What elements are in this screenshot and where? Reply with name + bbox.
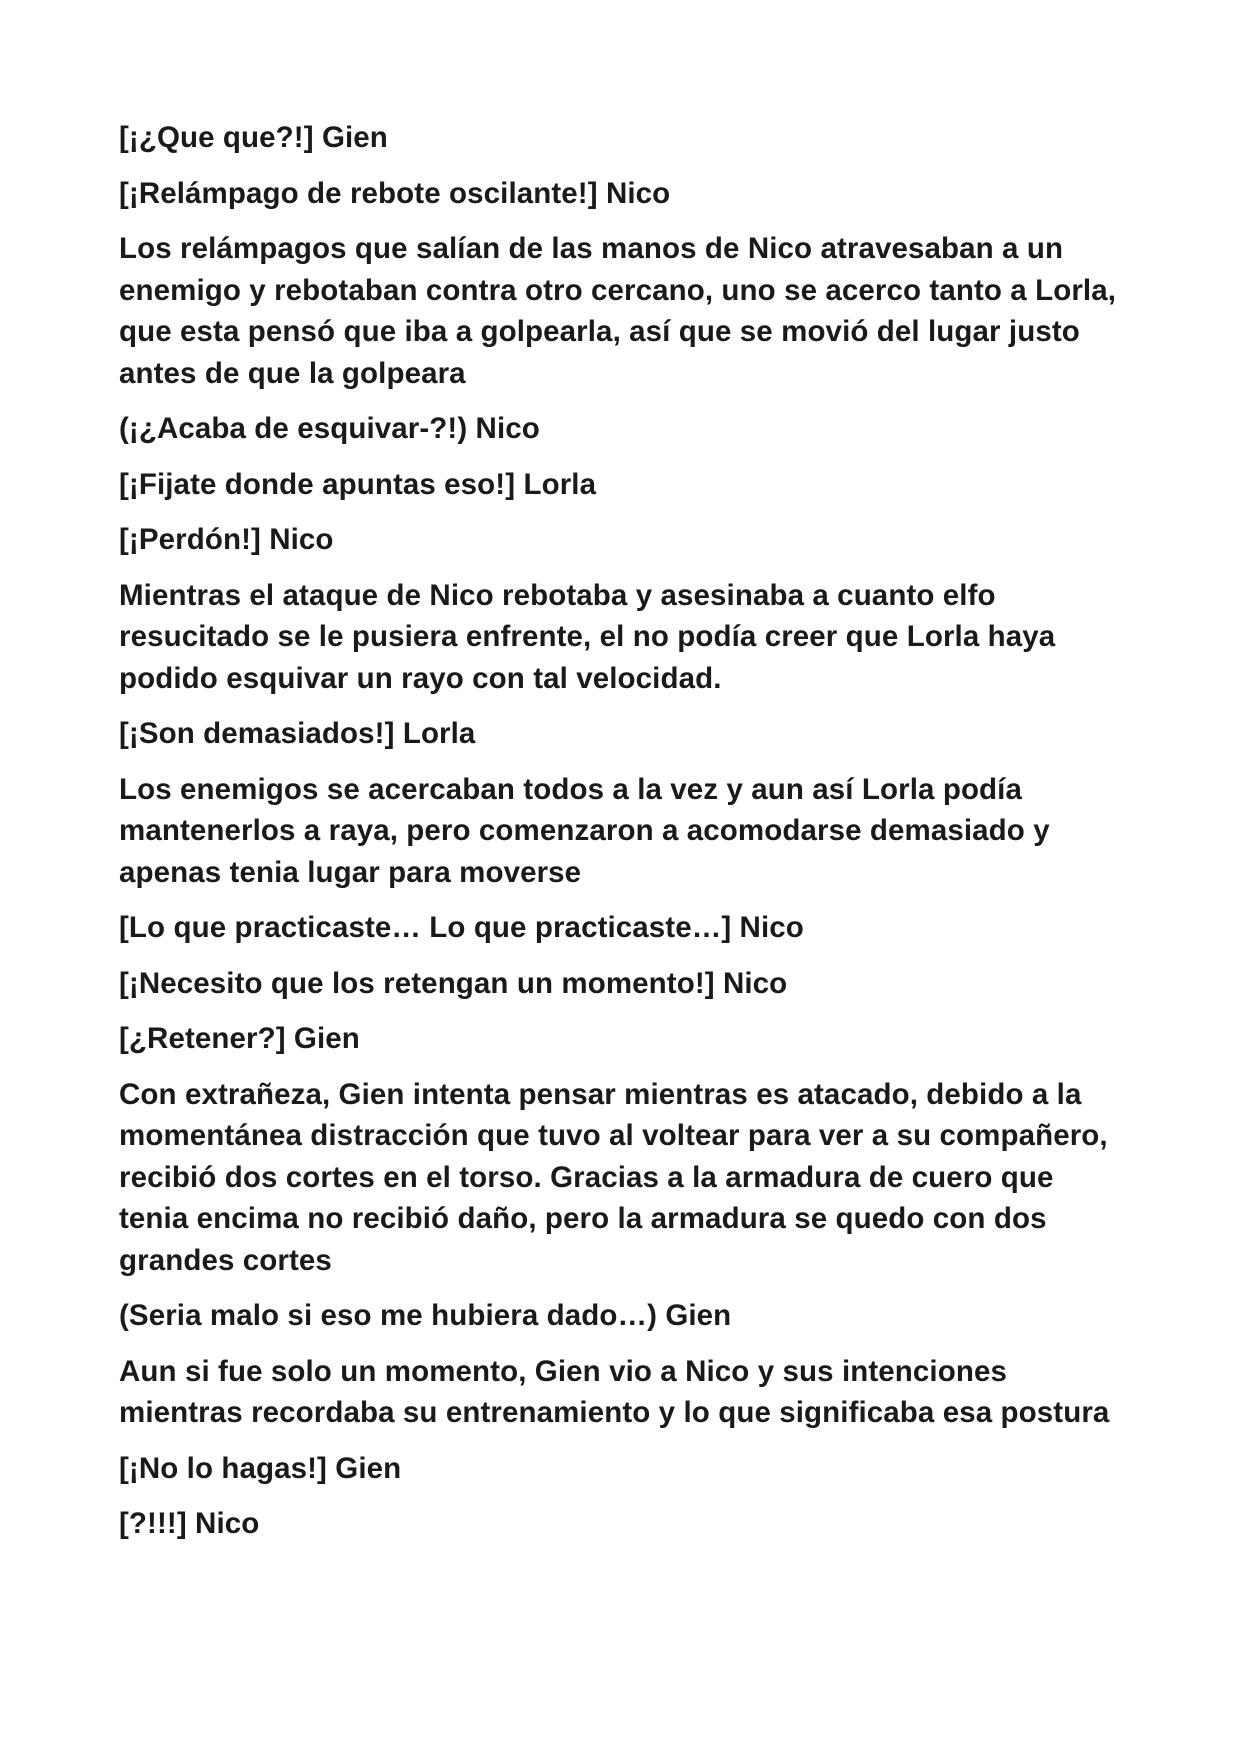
paragraph: Los enemigos se acercaban todos a la vez y aun así Lorla podía mantenerlos a raya, pero comenzaron a acomodarse demasiado y apenas tenia lugar para moverse xyxy=(119,772,1050,889)
paragraph: [¡No lo hagas!] Gien xyxy=(119,1451,402,1485)
paragraph: [Lo que practicaste… Lo que practicaste…] Nico xyxy=(119,911,804,944)
paragraph: (¡¿Acaba de esquivar-?!) Nico xyxy=(119,412,540,445)
paragraph: (Seria malo si eso me hubiera dado…) Gien xyxy=(119,1299,732,1332)
paragraph: [¿Retener?] Gien xyxy=(119,1022,360,1055)
document-body xyxy=(119,117,1129,1559)
paragraph: Aun si fue solo un momento, Gien vio a Nico y sus intenciones mientras recordaba su entrenamiento y lo que significaba esa postura xyxy=(119,1354,1110,1429)
paragraph: [¡Fijate donde apuntas eso!] Lorla xyxy=(119,467,597,501)
paragraph: [¡Son demasiados!] Lorla xyxy=(119,717,476,750)
paragraph: [¡Relámpago de rebote oscilante!] Nico xyxy=(119,176,671,210)
paragraph: [¡¿Que que?!] Gien xyxy=(119,121,388,154)
paragraph: Mientras el ataque de Nico rebotaba y asesinaba a cuanto elfo resucitado se le pusiera enfrente, el no podía creer que Lorla haya podido esquivar un rayo con tal velocidad. xyxy=(119,578,1056,695)
paragraph: [¡Necesito que los retengan un momento!] Nico xyxy=(119,966,788,1000)
paragraph: Con extrañeza, Gien intenta pensar mientras es atacado, debido a la momentánea distracción que tuvo al voltear para ver a su compañero, recibió dos cortes en el torso. Gracias a la armadura de cuero que tenia encima no recibió daño, pero la armadura se quedo con dos grandes cortes xyxy=(119,1077,1108,1277)
paragraph: [¡Perdón!] Nico xyxy=(119,523,334,556)
paragraph: [?!!!] Nico xyxy=(119,1507,260,1540)
paragraph: Los relámpagos que salían de las manos de Nico atravesaban a un enemigo y rebotaban contra otro cercano, uno se acerco tanto a Lorla, que esta pensó que iba a golpearla, así que se movió del lugar justo antes de que la golpeara xyxy=(119,232,1117,390)
